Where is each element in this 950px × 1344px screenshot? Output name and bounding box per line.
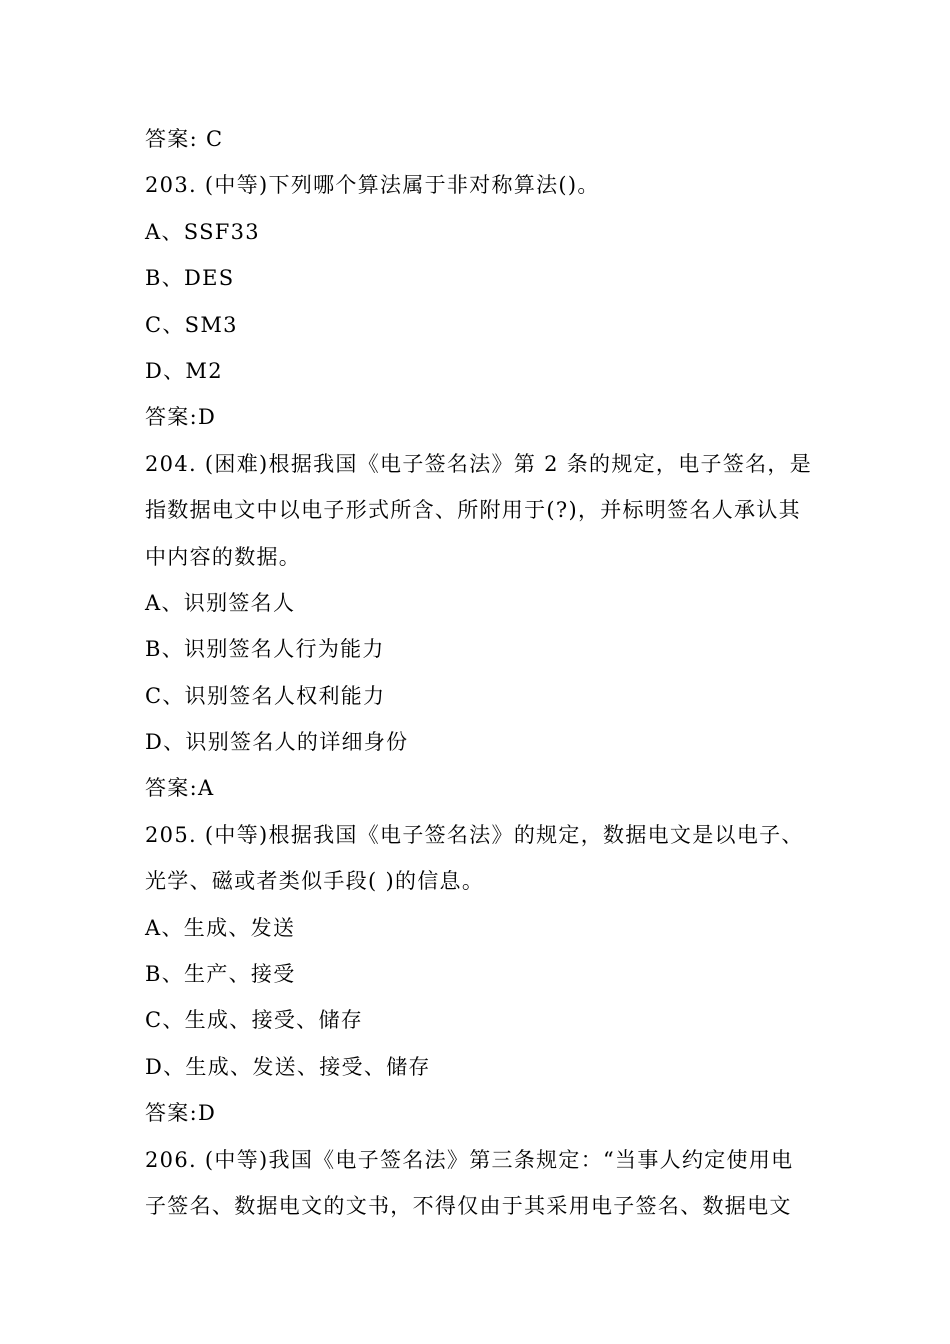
document-body xyxy=(145,116,813,1229)
question-204-line-2: 指数据电文中以电子形式所含、所附用于(?)，并标明签名人承认其 xyxy=(145,498,801,523)
option-204-d: D、识别签名人的详细身份 xyxy=(145,730,409,755)
option-205-c: C、生成、接受、储存 xyxy=(145,1008,364,1033)
option-205-a: A、生成、发送 xyxy=(145,915,296,940)
answer-204: 答案:A xyxy=(145,776,215,801)
option-204-c: C、识别签名人权利能力 xyxy=(145,683,386,708)
option-203-b: B、DES xyxy=(145,266,235,291)
option-204-b: B、识别签名人行为能力 xyxy=(145,637,385,662)
question-205-line-1: 205. (中等)根据我国《电子签名法》的规定，数据电文是以电子、 xyxy=(145,822,804,847)
question-206-line-1: 206. (中等)我国《电子签名法》第三条规定：“当事人约定使用电 xyxy=(145,1147,794,1172)
option-204-a: A、识别签名人 xyxy=(145,590,296,615)
question-204-line-3: 中内容的数据。 xyxy=(145,544,302,569)
question-203: 203. (中等)下列哪个算法属于非对称算法()。 xyxy=(145,173,600,198)
option-205-d: D、生成、发送、接受、储存 xyxy=(145,1054,431,1079)
question-204-line-1: 204. (困难)根据我国《电子签名法》第 2 条的规定，电子签名，是 xyxy=(145,451,813,476)
question-206-line-2: 子签名、数据电文的文书，不得仅由于其采用电子签名、数据电文 xyxy=(145,1193,792,1218)
answer-202: 答案: C xyxy=(145,127,224,151)
answer-205: 答案:D xyxy=(145,1101,217,1126)
option-205-b: B、生产、接受 xyxy=(145,962,296,987)
question-205-line-2: 光学、磁或者类似手段( )的信息。 xyxy=(145,869,485,894)
option-203-d: D、M2 xyxy=(145,358,223,383)
option-203-c: C、SM3 xyxy=(145,312,238,337)
option-203-a: A、SSF33 xyxy=(145,219,260,244)
answer-203: 答案:D xyxy=(145,405,217,430)
